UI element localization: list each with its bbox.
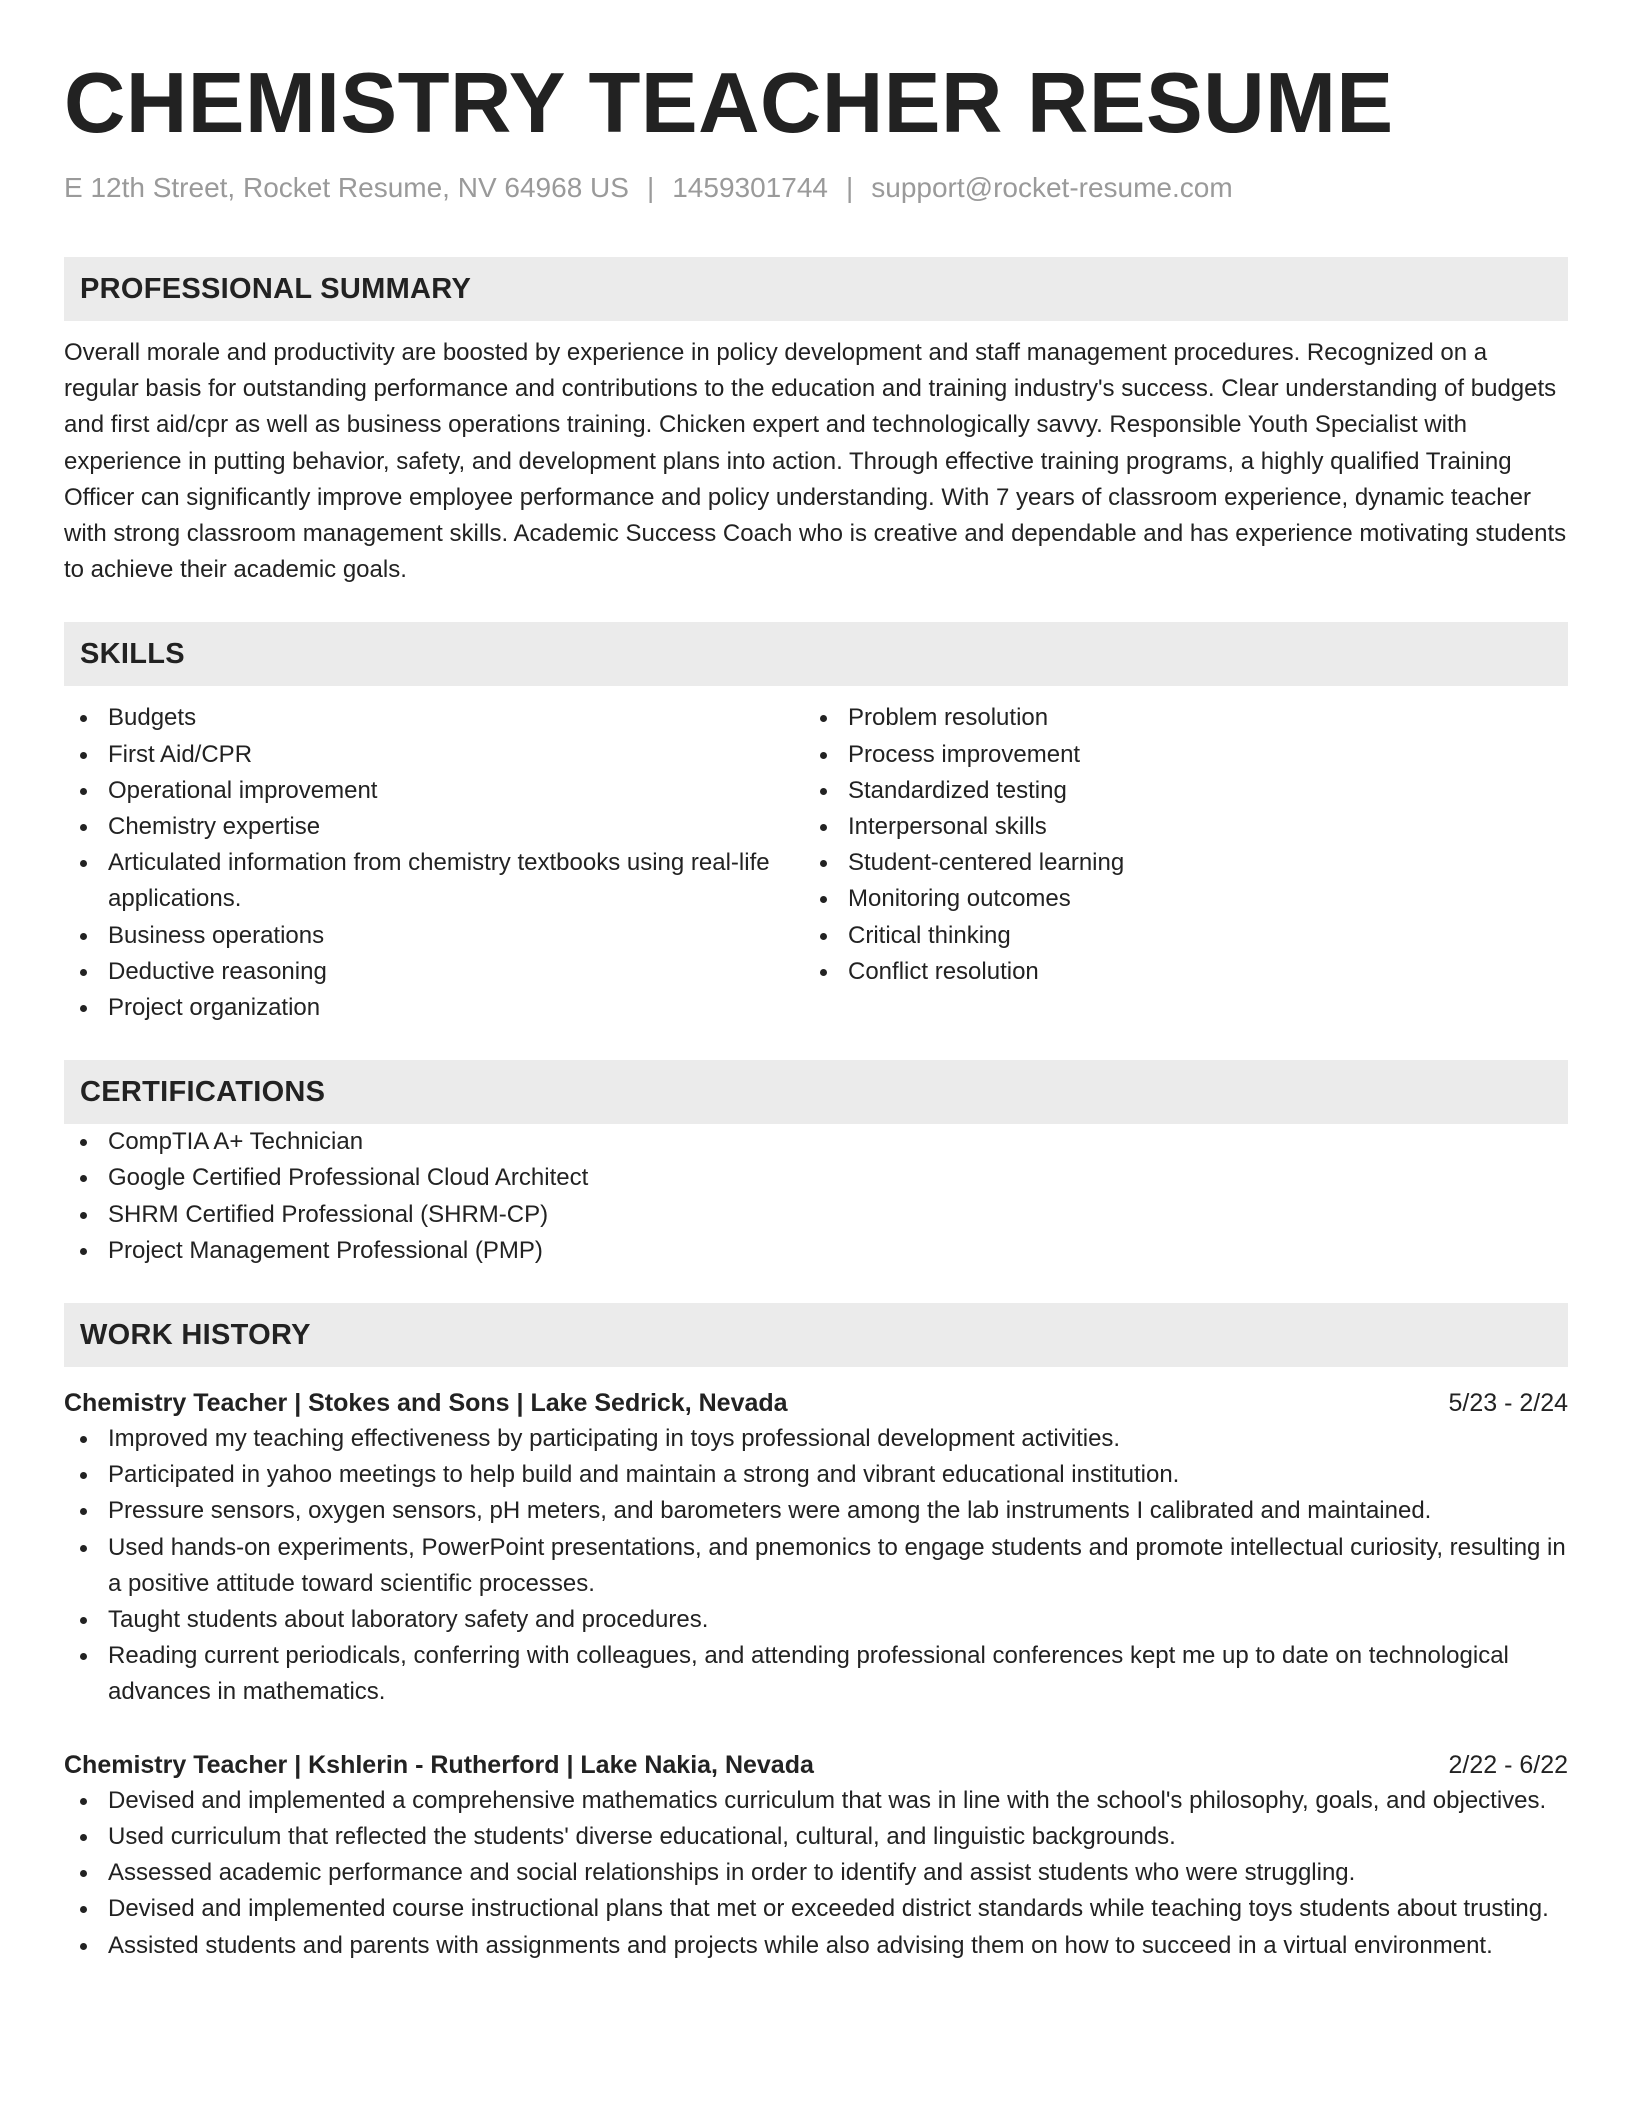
bullet-dot-icon (820, 788, 827, 795)
contact-email: support@rocket-resume.com (871, 172, 1233, 203)
skill-item (804, 881, 1544, 917)
contact-phone: 1459301744 (672, 172, 828, 203)
job-header (64, 1747, 1568, 1783)
skill-item-text: Monitoring outcomes (848, 885, 1071, 913)
job-bullet (64, 1783, 1568, 1819)
resume-title: CHEMISTRY TEACHER RESUME (64, 56, 1394, 151)
skill-item-text: Deductive reasoning (108, 957, 327, 985)
skill-item-text: Conflict resolution (848, 957, 1039, 985)
skill-item-text: Problem resolution (848, 704, 1049, 732)
job-bullet (64, 1493, 1568, 1529)
bullet-dot-icon (80, 860, 87, 867)
skill-item (804, 700, 1544, 736)
skills-column-left (64, 700, 804, 1026)
bullet-dot-icon (80, 1943, 87, 1950)
bullet-dot-icon (820, 933, 827, 940)
skill-item-text: Student-centered learning (848, 849, 1125, 877)
job-bullet (64, 1638, 1568, 1710)
certification-item-text: SHRM Certified Professional (SHRM-CP) (108, 1200, 549, 1228)
job-bullet (64, 1530, 1568, 1602)
bullet-dot-icon (80, 1212, 87, 1219)
bullet-dot-icon (80, 752, 87, 759)
job-bullets (64, 1421, 1568, 1711)
job-entry (64, 1747, 1568, 1964)
skill-item-text: Chemistry expertise (108, 813, 321, 841)
job-bullet (64, 1928, 1568, 1964)
contact-separator: | (845, 172, 854, 203)
bullet-dot-icon (80, 1617, 87, 1624)
job-bullet-text: Pressure sensors, oxygen sensors, pH meters, and barometers were among the lab instruments I calibrated and maintained. (108, 1497, 1432, 1525)
job-bullet-text: Improved my teaching effectiveness by participating in toys professional development activities. (108, 1425, 1121, 1453)
job-bullet-text: Participated in yahoo meetings to help build and maintain a strong and vibrant educational institution. (108, 1461, 1180, 1489)
skills-columns (64, 700, 1568, 1026)
bullet-dot-icon (80, 1906, 87, 1913)
bullet-dot-icon (80, 715, 87, 722)
section-header-skills: SKILLS (64, 622, 1568, 686)
job-bullet-text: Assessed academic performance and social relationships in order to identify and assist students who were struggling. (108, 1859, 1356, 1887)
job-bullet (64, 1819, 1568, 1855)
job-bullet-text: Used curriculum that reflected the students' diverse educational, cultural, and linguistic backgrounds. (108, 1822, 1176, 1850)
job-bullet-text: Assisted students and parents with assignments and projects while also advising them on how to succeed in a virtual environment. (108, 1931, 1493, 1959)
job-title: Chemistry Teacher | Stokes and Sons | Lake Sedrick, Nevada (64, 1389, 788, 1418)
job-bullet-text: Taught students about laboratory safety and procedures. (108, 1606, 709, 1634)
bullet-dot-icon (820, 752, 827, 759)
skill-item (804, 918, 1544, 954)
certifications-list (64, 1124, 1568, 1269)
bullet-dot-icon (80, 824, 87, 831)
job-title: Chemistry Teacher | Kshlerin - Rutherford | Lake Nakia, Nevada (64, 1750, 814, 1779)
job-dates: 5/23 - 2/24 (1448, 1389, 1568, 1418)
contact-address: E 12th Street, Rocket Resume, NV 64968 US (64, 172, 629, 203)
certification-item-text: Google Certified Professional Cloud Architect (108, 1164, 589, 1192)
bullet-dot-icon (80, 1545, 87, 1552)
skill-item (64, 737, 804, 773)
bullet-dot-icon (80, 969, 87, 976)
skill-item (64, 773, 804, 809)
bullet-dot-icon (80, 788, 87, 795)
skill-item (804, 809, 1544, 845)
skill-item (64, 700, 804, 736)
bullet-dot-icon (80, 1005, 87, 1012)
job-entry (64, 1385, 1568, 1711)
skill-item-text: First Aid/CPR (108, 740, 253, 768)
skills-list-left (64, 700, 804, 1026)
certification-item (64, 1124, 1568, 1160)
bullet-dot-icon (820, 824, 827, 831)
skill-item-text: Articulated information from chemistry textbooks using real-life applications. (108, 849, 770, 913)
skill-item (804, 737, 1544, 773)
job-bullet-text: Used hands-on experiments, PowerPoint presentations, and pnemonics to engage students and promote intellectual curiosity, resulting in a positive attitude toward scientific processes. (108, 1533, 1566, 1597)
skill-item (64, 990, 804, 1026)
skill-item (64, 918, 804, 954)
skill-item-text: Business operations (108, 921, 325, 949)
job-bullet (64, 1855, 1568, 1891)
bullet-dot-icon (80, 1834, 87, 1841)
job-header (64, 1385, 1568, 1421)
skill-item-text: Budgets (108, 704, 197, 732)
contact-separator: | (646, 172, 655, 203)
job-bullet (64, 1602, 1568, 1638)
skill-item-text: Interpersonal skills (848, 813, 1047, 841)
bullet-dot-icon (80, 1472, 87, 1479)
skill-item-text: Operational improvement (108, 776, 378, 804)
skill-item (804, 845, 1544, 881)
work-history-list (64, 1385, 1568, 1964)
section-header-work-history: WORK HISTORY (64, 1303, 1568, 1367)
skill-item (64, 809, 804, 845)
skill-item-text: Critical thinking (848, 921, 1011, 949)
bullet-dot-icon (80, 1139, 87, 1146)
bullet-dot-icon (80, 1653, 87, 1660)
job-bullet (64, 1891, 1568, 1927)
bullet-dot-icon (80, 933, 87, 940)
section-header-summary: PROFESSIONAL SUMMARY (64, 257, 1568, 321)
skill-item-text: Project organization (108, 994, 321, 1022)
summary-text: Overall morale and productivity are boosted by experience in policy development and staff management procedures. Recognized on a regular basis for outstanding performance and contributions to the education and training industry's success. Clear understanding of budgets and first aid/cpr as well as business operations training. Chicken expert and technologically savvy. Responsible Youth Specialist with experience in putting behavior, safety, and development plans into action. Through effective training programs, a highly qualified Training Officer can significantly improve employee performance and policy understanding. With 7 years of classroom experience, dynamic teacher with strong classroom management skills. Academic Success Coach who is creative and dependable and has experience motivating students to achieve their academic goals. (64, 339, 1567, 584)
certification-item (64, 1233, 1568, 1269)
certification-item (64, 1197, 1568, 1233)
bullet-dot-icon (80, 1175, 87, 1182)
skill-item-text: Standardized testing (848, 776, 1067, 804)
certification-item-text: Project Management Professional (PMP) (108, 1236, 543, 1264)
skills-list-right (804, 700, 1544, 990)
certification-item (64, 1160, 1568, 1196)
contact-line (64, 170, 1568, 206)
bullet-dot-icon (820, 860, 827, 867)
job-bullets (64, 1783, 1568, 1964)
bullet-dot-icon (820, 715, 827, 722)
bullet-dot-icon (820, 969, 827, 976)
bullet-dot-icon (80, 1248, 87, 1255)
skill-item (64, 845, 804, 917)
job-bullet-text: Devised and implemented a comprehensive mathematics curriculum that was in line with the school's philosophy, goals, and objectives. (108, 1786, 1547, 1814)
skill-item-text: Process improvement (848, 740, 1081, 768)
bullet-dot-icon (80, 1798, 87, 1805)
section-header-certifications: CERTIFICATIONS (64, 1060, 1568, 1124)
job-bullet-text: Reading current periodicals, conferring with colleagues, and attending professional conferences kept me up to date on technological advances in mathematics. (108, 1642, 1509, 1706)
bullet-dot-icon (80, 1508, 87, 1515)
bullet-dot-icon (80, 1870, 87, 1877)
job-bullet (64, 1421, 1568, 1457)
skills-column-right (804, 700, 1544, 1026)
job-bullet-text: Devised and implemented course instructional plans that met or exceeded district standards while teaching toys students about trusting. (108, 1895, 1549, 1923)
bullet-dot-icon (80, 1436, 87, 1443)
skill-item (804, 954, 1544, 990)
bullet-dot-icon (820, 896, 827, 903)
job-dates: 2/22 - 6/22 (1448, 1750, 1568, 1779)
skill-item (804, 773, 1544, 809)
job-bullet (64, 1457, 1568, 1493)
skill-item (64, 954, 804, 990)
certification-item-text: CompTIA A+ Technician (108, 1128, 364, 1156)
